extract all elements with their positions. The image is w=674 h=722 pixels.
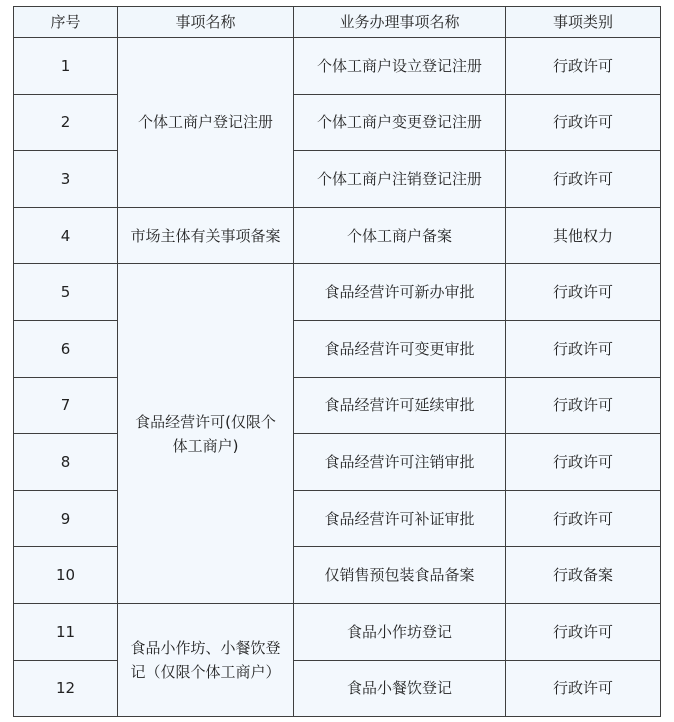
cell-business-name: 个体工商户变更登记注册 bbox=[294, 94, 506, 151]
cell-seq: 1 bbox=[14, 38, 118, 95]
cell-seq: 10 bbox=[14, 547, 118, 604]
header-category: 事项类别 bbox=[506, 7, 661, 38]
cell-category: 行政许可 bbox=[506, 94, 661, 151]
table-row bbox=[14, 264, 661, 321]
cell-business-name: 食品经营许可新办审批 bbox=[294, 264, 506, 321]
cell-item-name: 个体工商户登记注册 bbox=[118, 38, 294, 208]
cell-item-name: 市场主体有关事项备案 bbox=[118, 207, 294, 264]
cell-item-name: 食品经营许可(仅限个体工商户) bbox=[118, 264, 294, 604]
table-row bbox=[14, 490, 661, 547]
cell-category: 行政许可 bbox=[506, 38, 661, 95]
cell-category: 行政许可 bbox=[506, 603, 661, 660]
cell-business-name: 食品小餐饮登记 bbox=[294, 660, 506, 717]
cell-business-name: 食品经营许可延续审批 bbox=[294, 377, 506, 434]
cell-business-name: 个体工商户备案 bbox=[294, 207, 506, 264]
header-seq: 序号 bbox=[14, 7, 118, 38]
table-row bbox=[14, 377, 661, 434]
table-row bbox=[14, 94, 661, 151]
table-row bbox=[14, 660, 661, 717]
cell-category: 行政许可 bbox=[506, 320, 661, 377]
cell-business-name: 食品小作坊登记 bbox=[294, 603, 506, 660]
cell-category: 其他权力 bbox=[506, 207, 661, 264]
cell-category: 行政许可 bbox=[506, 377, 661, 434]
cell-seq: 11 bbox=[14, 603, 118, 660]
cell-business-name: 仅销售预包装食品备案 bbox=[294, 547, 506, 604]
cell-seq: 6 bbox=[14, 320, 118, 377]
table-row bbox=[14, 434, 661, 491]
cell-category: 行政备案 bbox=[506, 547, 661, 604]
cell-category: 行政许可 bbox=[506, 490, 661, 547]
cell-category: 行政许可 bbox=[506, 434, 661, 491]
cell-item-name: 食品小作坊、小餐饮登记（仅限个体工商户） bbox=[118, 603, 294, 716]
cell-seq: 9 bbox=[14, 490, 118, 547]
cell-seq: 8 bbox=[14, 434, 118, 491]
table-row bbox=[14, 207, 661, 264]
cell-seq: 2 bbox=[14, 94, 118, 151]
header-item-name: 事项名称 bbox=[118, 7, 294, 38]
cell-business-name: 食品经营许可补证审批 bbox=[294, 490, 506, 547]
cell-business-name: 个体工商户设立登记注册 bbox=[294, 38, 506, 95]
table-row bbox=[14, 547, 661, 604]
table-row bbox=[14, 320, 661, 377]
cell-business-name: 食品经营许可注销审批 bbox=[294, 434, 506, 491]
cell-category: 行政许可 bbox=[506, 264, 661, 321]
cell-seq: 4 bbox=[14, 207, 118, 264]
cell-business-name: 食品经营许可变更审批 bbox=[294, 320, 506, 377]
service-items-table bbox=[13, 6, 661, 717]
table-row bbox=[14, 38, 661, 95]
cell-category: 行政许可 bbox=[506, 151, 661, 208]
cell-business-name: 个体工商户注销登记注册 bbox=[294, 151, 506, 208]
table-row bbox=[14, 603, 661, 660]
cell-seq: 7 bbox=[14, 377, 118, 434]
header-business-name: 业务办理事项名称 bbox=[294, 7, 506, 38]
cell-seq: 5 bbox=[14, 264, 118, 321]
table-row bbox=[14, 151, 661, 208]
table-header-row bbox=[14, 7, 661, 38]
cell-seq: 12 bbox=[14, 660, 118, 717]
cell-category: 行政许可 bbox=[506, 660, 661, 717]
cell-seq: 3 bbox=[14, 151, 118, 208]
